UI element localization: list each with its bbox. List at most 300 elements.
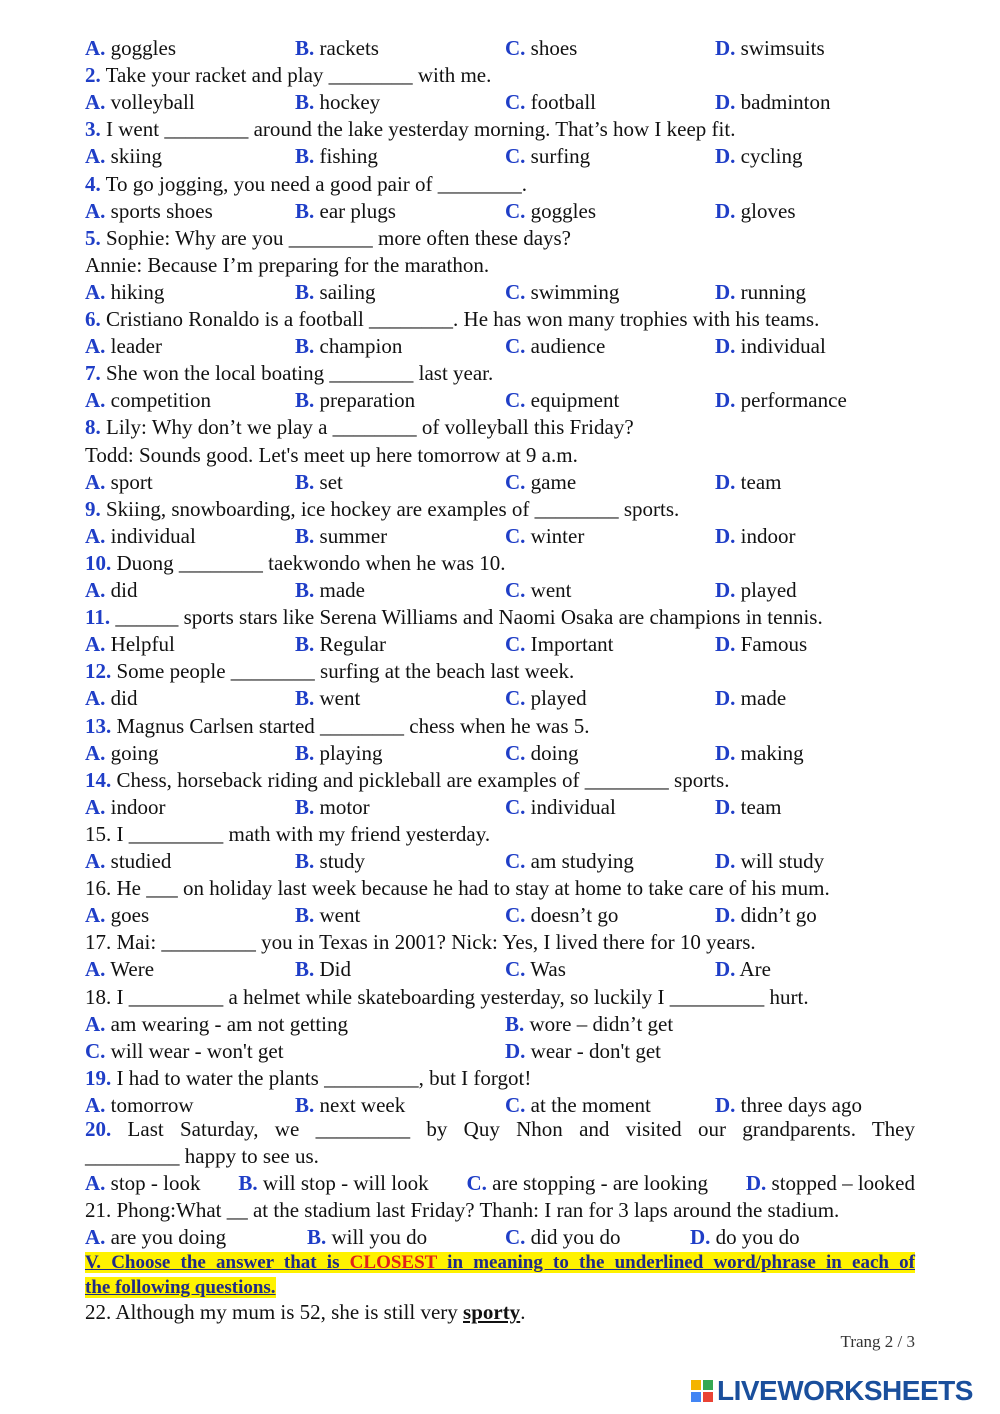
option-letter: C. [505,1225,526,1249]
question-line [85,929,915,956]
answer-option[interactable] [295,387,415,414]
options-row [85,143,915,170]
options-row [85,1092,915,1119]
question-20-line-1 [85,1116,915,1143]
answer-option[interactable] [505,387,619,414]
option-letter: B. [238,1171,258,1195]
answer-option[interactable] [295,333,402,360]
question-text: Magnus Carlsen started ________ chess when he was 5. [116,714,590,738]
answer-option[interactable] [295,740,383,767]
answer-option[interactable] [715,577,797,604]
answer-option[interactable] [715,685,786,712]
answer-option[interactable] [307,1224,427,1251]
answer-option[interactable] [715,387,847,414]
question-number: 2. [85,63,101,87]
option-letter: D. [715,334,736,358]
question-number: 13. [85,714,112,738]
option-text: goes [110,903,150,927]
question-number: 3. [85,117,101,141]
answer-option[interactable] [505,740,579,767]
option-letter: A. [85,1225,106,1249]
answer-option[interactable] [715,631,807,658]
options-row [85,902,915,929]
option-text: doing [530,741,579,765]
option-text: set [319,470,343,494]
option-letter: B. [295,280,315,304]
option-text: wear - don't get [530,1039,661,1063]
option-text: competition [110,388,211,412]
answer-option[interactable] [85,577,138,604]
option-text: gloves [740,199,796,223]
answer-option[interactable] [295,469,343,496]
option-letter: D. [715,903,736,927]
answer-option[interactable] [295,35,379,62]
option-letter: D. [715,90,736,114]
question-text: 15. I _________ math with my friend yesterday. [85,822,491,846]
answer-option[interactable] [85,198,213,225]
question-text: Cristiano Ronaldo is a football ________. He has won many trophies with his teams. [106,307,820,331]
answer-option[interactable] [85,143,162,170]
answer-option[interactable] [505,198,596,225]
option-letter: A. [85,334,106,358]
option-letter: D. [715,1093,736,1117]
option-letter: B. [295,36,315,60]
question-line [85,62,915,89]
option-letter: D. [715,849,736,873]
options-row [85,198,915,225]
option-text: Are [739,957,771,981]
option-text: Regular [319,632,386,656]
option-letter: A. [85,686,106,710]
options-row [85,740,915,767]
option-text: did [110,578,138,602]
answer-option[interactable] [295,143,378,170]
option-text: will you do [331,1225,428,1249]
option-letter: C. [505,632,526,656]
option-text: went [530,578,572,602]
option-letter: D. [505,1039,526,1063]
option-letter: C. [505,578,526,602]
question-text: Todd: Sounds good. Let's meet up here tomorrow at 9 a.m. [85,443,578,467]
question-text: Duong ________ taekwondo when he was 10. [116,551,506,575]
option-text: ear plugs [319,199,396,223]
option-letter: D. [715,280,736,304]
answer-option[interactable] [505,794,616,821]
option-text: doesn’t go [530,903,619,927]
answer-option[interactable] [85,469,153,496]
answer-option[interactable] [85,848,171,875]
option-text: fishing [319,144,378,168]
question-line [85,496,915,523]
option-letter: A. [85,470,106,494]
option-letter: D. [715,957,736,981]
option-letter: D. [715,36,736,60]
option-text: didn’t go [740,903,817,927]
option-text: skiing [110,144,163,168]
option-letter: A. [85,1012,106,1036]
option-text: Famous [740,632,808,656]
question-text: Skiing, snowboarding, ice hockey are examples of ________ sports. [106,497,680,521]
question-text: I went ________ around the lake yesterday morning. That’s how I keep fit. [106,117,736,141]
options-row [85,469,915,496]
option-letter: A. [85,957,106,981]
section-v-heading [85,1250,915,1300]
option-letter: A. [85,1171,106,1195]
answer-option[interactable] [690,1224,800,1251]
answer-option[interactable] [295,198,396,225]
options-row [85,387,915,414]
option-text: played [530,686,587,710]
option-letter: B. [295,578,315,602]
option-text: team [740,795,782,819]
answer-option[interactable] [746,1170,915,1197]
question-line [85,442,915,469]
option-text: indoor [740,524,796,548]
option-letter: A. [85,849,106,873]
answer-option[interactable] [715,35,825,62]
question-text: 18. I _________ a helmet while skateboarding yesterday, so luckily I _________ hurt. [85,985,809,1009]
question-number: 20. [85,1117,112,1141]
option-letter: A. [85,36,106,60]
answer-option[interactable] [715,333,826,360]
option-letter: B. [295,90,315,114]
option-text: leader [110,334,162,358]
answer-option[interactable] [85,387,211,414]
option-text: equipment [530,388,620,412]
liveworksheets-brand [690,1375,973,1407]
question-line [85,604,915,631]
question-line [85,821,915,848]
option-text: am wearing - am not getting [110,1012,349,1036]
option-text: went [319,903,361,927]
option-letter: C. [505,36,526,60]
answer-option[interactable] [505,956,566,983]
option-letter: C. [85,1039,106,1063]
option-letter: A. [85,632,106,656]
question-22: 22. Although my mum is 52, she is still very sporty. [85,1300,526,1324]
option-letter: C. [505,795,526,819]
question-20-options [85,1170,915,1197]
answer-option[interactable] [85,902,149,929]
question-line [85,116,915,143]
answer-option[interactable] [505,89,596,116]
question-number: 14. [85,768,112,792]
option-text: will wear - won't get [110,1039,284,1063]
option-text: went [319,686,361,710]
answer-option[interactable] [715,902,817,929]
option-text: played [740,578,797,602]
question-line [85,252,915,279]
option-letter: C. [505,849,526,873]
option-text: individual [740,334,826,358]
answer-option[interactable] [505,848,634,875]
answer-option[interactable] [505,143,590,170]
answer-option[interactable] [715,848,824,875]
answer-option[interactable] [85,794,166,821]
option-text: cycling [740,144,803,168]
options-row [85,1011,915,1038]
option-text: winter [530,524,585,548]
question-line [85,984,915,1011]
options-row [85,35,915,62]
option-text: team [740,470,782,494]
option-letter: C. [466,1171,487,1195]
question-text: Last Saturday, we _________ by Quy Nhon and visited our grandparents. They [127,1117,916,1141]
answer-option[interactable] [505,1224,621,1251]
answer-option[interactable] [505,1038,661,1065]
answer-option[interactable] [85,685,138,712]
closest-keyword: CLOSEST [349,1252,437,1273]
question-21: 21. Phong:What __ at the stadium last Friday? Thanh: I ran for 3 laps around the stadium. [85,1198,840,1222]
answer-option[interactable] [505,1092,651,1119]
answer-option[interactable] [85,523,196,550]
option-text: summer [319,524,388,548]
answer-option[interactable] [85,1092,194,1119]
options-row [85,523,915,550]
question-text: 17. Mai: _________ you in Texas in 2001? Nick: Yes, I lived there for 10 years. [85,930,756,954]
answer-option[interactable] [85,956,154,983]
option-letter: D. [715,470,736,494]
option-letter: A. [85,578,106,602]
answer-option[interactable] [715,469,781,496]
answer-option[interactable] [467,1170,708,1197]
option-letter: B. [295,686,315,710]
question-number: 12. [85,659,112,683]
option-text: will study [740,849,825,873]
answer-option[interactable] [85,35,176,62]
option-text: three days ago [740,1093,862,1117]
answer-option[interactable] [715,1092,862,1119]
option-text: champion [319,334,403,358]
answer-option[interactable] [85,1170,201,1197]
answer-option[interactable] [295,1092,405,1119]
question-text: Annie: Because I’m preparing for the marathon. [85,253,490,277]
option-letter: C. [505,1093,526,1117]
answer-option[interactable] [505,631,613,658]
option-text: football [530,90,596,114]
option-letter: A. [85,524,106,548]
option-text: do you do [715,1225,800,1249]
options-row [85,279,915,306]
option-letter: D. [715,632,736,656]
option-text: wore – didn’t get [529,1012,674,1036]
question-number: 11. [85,605,111,629]
option-text: Helpful [110,632,175,656]
answer-option[interactable] [295,794,370,821]
answer-option[interactable] [85,1224,226,1251]
options-row [85,89,915,116]
answer-option[interactable] [85,1038,284,1065]
answer-option[interactable] [295,848,365,875]
options-row [85,685,915,712]
option-text: stopped – looked [771,1171,915,1195]
answer-option[interactable] [715,89,831,116]
options-row [85,333,915,360]
option-letter: B. [295,144,315,168]
option-letter: C. [505,524,526,548]
option-text: at the moment [530,1093,651,1117]
option-letter: A. [85,388,106,412]
option-letter: C. [505,957,526,981]
option-letter: B. [295,1093,315,1117]
answer-option[interactable] [295,685,360,712]
option-text: badminton [740,90,831,114]
answer-option[interactable] [715,143,802,170]
question-text: Take your racket and play ________ with me. [105,63,492,87]
option-letter: A. [85,280,106,304]
answer-option[interactable] [715,198,796,225]
option-text: volleyball [110,90,195,114]
options-row [85,631,915,658]
question-number: 7. [85,361,101,385]
option-letter: B. [307,1225,327,1249]
option-letter: D. [745,1171,767,1195]
answer-option[interactable] [505,577,572,604]
option-text: studied [110,849,172,873]
question-line [85,550,915,577]
answer-option[interactable] [505,35,577,62]
question-line [85,360,915,387]
answer-option[interactable] [85,333,162,360]
option-text: study [319,849,366,873]
answer-option[interactable] [295,956,351,983]
option-letter: A. [85,144,106,168]
option-letter: A. [85,90,106,114]
option-letter: B. [295,957,315,981]
question-number: 9. [85,497,101,521]
option-text: Did [319,957,352,981]
option-text: are you doing [110,1225,227,1249]
option-letter: D. [715,524,736,548]
option-text: indoor [110,795,166,819]
option-letter: D. [715,741,736,765]
section-heading-line-1: V. Choose the answer that is CLOSEST in meaning to the underlined word/phrase in each of [85,1252,915,1273]
option-letter: C. [505,741,526,765]
option-letter: A. [85,741,106,765]
option-text: goggles [530,199,596,223]
answer-option[interactable] [505,333,605,360]
option-letter: D. [715,199,736,223]
option-text: game [530,470,577,494]
option-text: are stopping - are looking [492,1171,708,1195]
option-text: rackets [319,36,379,60]
answer-option[interactable] [715,794,781,821]
option-letter: B. [295,199,315,223]
question-text: Lily: Why don’t we play a ________ of volleyball this Friday? [106,415,634,439]
answer-option[interactable] [505,523,584,550]
answer-option[interactable] [85,740,159,767]
option-text: preparation [319,388,416,412]
answer-option[interactable] [715,740,804,767]
option-letter: B. [295,903,315,927]
options-row [85,794,915,821]
options-row [85,848,915,875]
answer-option[interactable] [85,89,195,116]
question-text: Sophie: Why are you ________ more often these days? [106,226,572,250]
question-number: 19. [85,1066,112,1090]
option-letter: B. [295,741,315,765]
option-letter: C. [505,334,526,358]
option-letter: C. [505,388,526,412]
liveworksheets-logo-icon [690,1379,714,1403]
answer-option[interactable] [85,631,175,658]
option-text: sport [110,470,153,494]
answer-option[interactable] [85,279,164,306]
answer-option[interactable] [715,279,806,306]
option-letter: B. [295,795,315,819]
question-number: 5. [85,226,101,250]
answer-option[interactable] [715,523,796,550]
answer-option[interactable] [85,1011,348,1038]
answer-option[interactable] [505,469,576,496]
option-letter: D. [715,388,736,412]
answer-option[interactable] [505,902,618,929]
answer-option[interactable] [505,279,619,306]
option-text: going [110,741,159,765]
underlined-word: sporty [463,1300,521,1324]
option-text: individual [110,524,196,548]
option-text: did [110,686,138,710]
answer-option[interactable] [295,577,365,604]
option-text: individual [530,795,616,819]
option-text: am studying [530,849,634,873]
page-number: Trang 2 / 3 [840,1332,915,1351]
option-letter: A. [85,1093,106,1117]
options-row [85,956,915,983]
question-text: ______ sports stars like Serena Williams and Naomi Osaka are champions in tennis. [115,605,823,629]
answer-option[interactable] [295,523,387,550]
option-text: playing [319,741,383,765]
answer-option[interactable] [715,956,771,983]
option-letter: B. [295,470,315,494]
question-line [85,875,915,902]
option-text: sailing [319,280,376,304]
question-21-options [85,1224,915,1251]
option-text: next week [319,1093,406,1117]
option-text: made [740,686,787,710]
option-text: shoes [530,36,578,60]
question-line [85,225,915,252]
question-line [85,306,915,333]
option-text: Was [530,957,566,981]
options-row [85,577,915,604]
option-letter: A. [85,199,106,223]
section-heading-line-2: the following questions. [85,1277,276,1298]
question-line [85,171,915,198]
option-letter: D. [715,795,736,819]
answer-option[interactable] [505,685,587,712]
answer-option[interactable] [505,1011,673,1038]
option-text: hockey [319,90,381,114]
answer-option[interactable] [295,89,380,116]
option-text: running [740,280,806,304]
option-letter: D. [715,686,736,710]
option-letter: C. [505,903,526,927]
question-number: 4. [85,172,101,196]
option-letter: C. [505,199,526,223]
option-text: did you do [530,1225,621,1249]
answer-option[interactable] [295,279,376,306]
option-letter: B. [295,334,315,358]
answer-option[interactable] [295,902,360,929]
answer-option[interactable] [238,1170,428,1197]
option-letter: B. [295,524,315,548]
answer-option[interactable] [295,631,386,658]
question-line [85,658,915,685]
question-number: 8. [85,415,101,439]
question-line [85,767,915,794]
option-text: audience [530,334,606,358]
